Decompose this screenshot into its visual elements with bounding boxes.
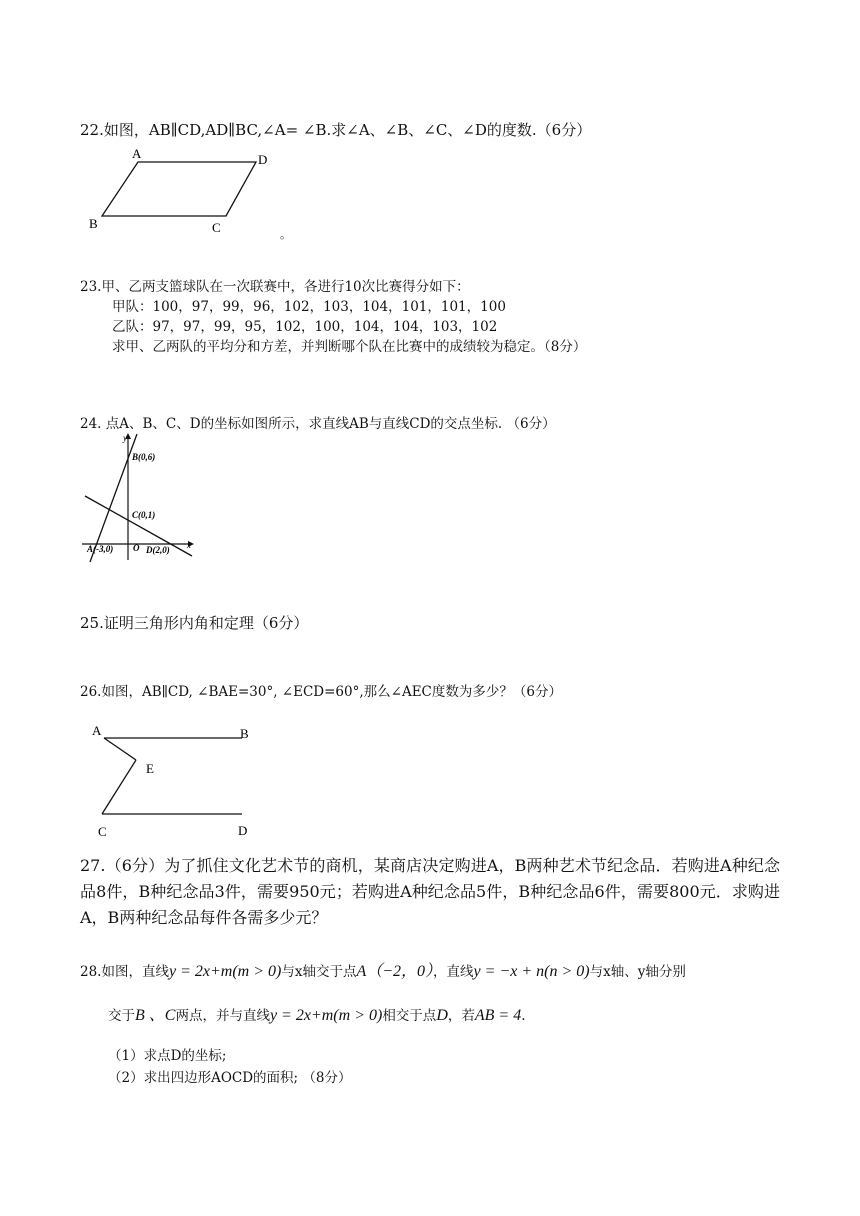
label-C: C	[212, 220, 221, 235]
label-C: C(0,1)	[132, 510, 156, 520]
q28-l1a: 28.如图，直线	[80, 964, 169, 980]
label-E: E	[146, 761, 154, 776]
q28-l2d: 相交于点	[382, 1008, 437, 1024]
line-EC	[102, 760, 136, 814]
q28-pointA: A（−2，0）	[356, 963, 434, 980]
label-D: D	[238, 823, 248, 838]
label-A: A	[132, 146, 142, 161]
q28-eq2: y = −x + n(n > 0)	[473, 963, 590, 980]
q25-text: 25.证明三角形内角和定理（6分）	[80, 614, 309, 632]
q23-team-b-scores: 乙队：97，97，99，95，102，100，104，104，103，102	[112, 319, 498, 335]
q23-question: 求甲、乙两队的平均分和方差，并判断哪个队在比赛中的成绩较为稳定。（8分）	[112, 339, 587, 355]
line-AB	[90, 434, 137, 562]
label-A: A(-3,0)	[87, 544, 114, 554]
q24-coordinate-figure	[80, 428, 200, 568]
q28-l1b: 与x轴交于点	[281, 964, 357, 980]
q28-l2e: ，若	[447, 1008, 475, 1024]
q28-eq1: y = 2x+m(m > 0)	[168, 963, 282, 980]
q28-l1c: ，直线	[433, 964, 474, 980]
q28-l2f: .	[521, 1008, 526, 1024]
label-O: O	[133, 543, 140, 553]
q28-eq3: y = 2x+m(m > 0)	[269, 1007, 383, 1024]
line-AE	[104, 738, 136, 760]
q22-mark: 。	[280, 229, 291, 241]
label-x: x	[187, 540, 191, 550]
q28-l2c: 两点，并与直线	[175, 1008, 270, 1024]
q28-l1d: 与x轴、y轴分别	[589, 964, 686, 980]
q22-parallelogram-figure	[80, 144, 310, 244]
q27-text: 27.（6分）为了抓住文化艺术节的商机，某商店决定购进A，B两种艺术节纪念品．若购进A种纪念品8件，B种纪念品3件，需要950元；若购进A种纪念品5件，B种纪念品6件，需要800元．求购进A，B两种纪念品每件各需多少元？	[80, 856, 780, 927]
q24-text: 24. 点A、B、C、D的坐标如图所示，求直线AB与直线CD的交点坐标. （6分）	[80, 416, 556, 432]
label-B: B(0,6)	[132, 452, 156, 462]
parallelogram-shape	[102, 162, 256, 216]
label-B: B	[240, 726, 249, 741]
q28-line2	[108, 1002, 526, 1025]
q23-team-a-scores: 甲队：100，97，99，96，102，103，104，101，101，100	[112, 299, 506, 315]
q28-AB: AB = 4	[474, 1007, 522, 1024]
q28-BC: B 、C	[135, 1007, 176, 1024]
q28-line1	[80, 958, 686, 981]
q23-text: 23.甲、乙两支篮球队在一次联赛中，各进行10次比赛得分如下：	[80, 279, 470, 295]
q28-sub2: （2）求出四边形AOCD的面积; （8分）	[108, 1070, 352, 1086]
q28-l2a: 交于	[108, 1008, 135, 1024]
q26-parallel-lines-figure	[80, 718, 270, 846]
label-A: A	[92, 723, 102, 738]
label-y: y	[123, 433, 127, 443]
label-D: D(2,0)	[146, 545, 170, 555]
q26-text: 26.如图，AB∥CD, ∠BAE=30°, ∠ECD=60°,那么∠AEC度数为多少？（6分）	[80, 684, 562, 700]
label-C: C	[98, 824, 107, 839]
label-D: D	[258, 152, 268, 167]
q28-pointD: D	[436, 1007, 448, 1024]
label-B: B	[89, 216, 98, 231]
q28-sub1: （1）求点D的坐标;	[108, 1048, 227, 1064]
q22-text: 22.如图，AB∥CD,AD∥BC,∠A= ∠B.求∠A、∠B、∠C、∠D的度数.（6分）	[80, 121, 592, 139]
